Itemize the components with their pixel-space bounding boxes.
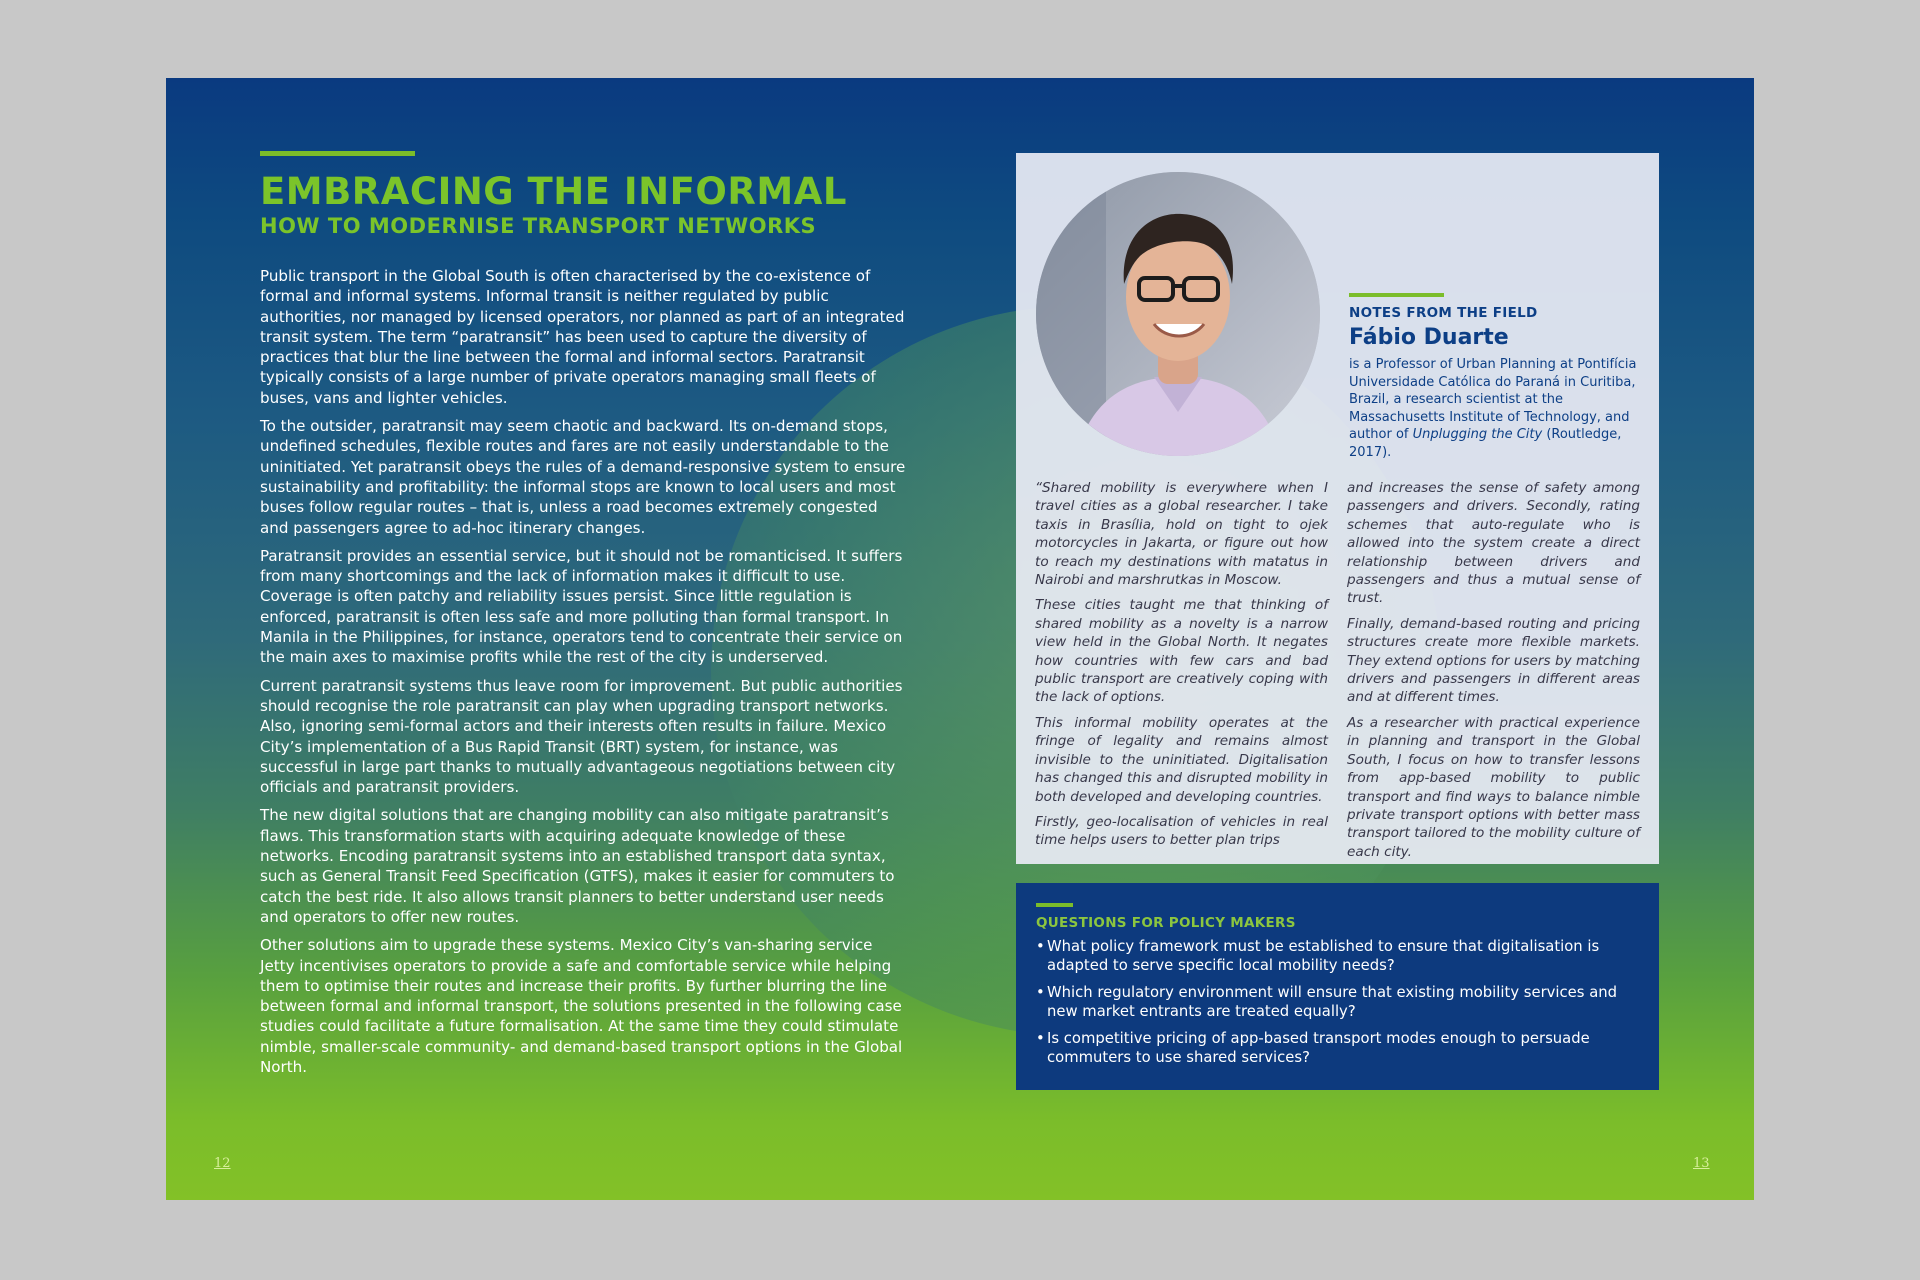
question-item: • Which regulatory environment will ensure that existing mobility services and new market entrants are treated equally? xyxy=(1036,983,1636,1022)
article-body xyxy=(260,266,910,1085)
quote-paragraph: These cities taught me that thinking of shared mobility as a novelty is a narrow view held in the Global North. It negates how countries with few cars and bad public transport are creatively coping with the lack of options. xyxy=(1035,597,1328,706)
author-name: Fábio Duarte xyxy=(1349,325,1509,350)
questions-accent-bar xyxy=(1036,903,1073,907)
quote-paragraph: This informal mobility operates at the fringe of legality and remains almost invisible to the uninitiated. Digitalisation has changed this and disrupted mobility in both developed and developing countries. xyxy=(1035,714,1328,805)
article-paragraph: Paratransit provides an essential service, but it should not be romanticised. It suffers from many shortcomings and the lack of information makes it difficult to use. Coverage is often patchy and reliability issues persist. Since little regulation is enforced, paratransit is often less safe and more polluting than formal transport. In Manila in the Philippines, for instance, operators tend to concentrate their service on the main axes to maximise profits while the rest of the city is underserved. xyxy=(260,546,903,667)
article-paragraph: The new digital solutions that are changing mobility can also mitigate paratransit’s flaws. This transformation starts with acquiring adequate knowledge of these networks. Encoding paratransit systems into an established transport data syntax, such as General Transit Feed Specification (GTFS), makes it easier for commuters to catch the best ride. It also allows transit planners to better understand user needs and operators to offer new routes. xyxy=(260,806,895,926)
article-paragraph: Public transport in the Global South is often characterised by the co-existence of formal and informal systems. Informal transit is neither regulated by public authorities, nor managed by licensed operators, nor planned as part of an integrated transit system. The term “paratransit” has been used to capture the diversity of practices that blur the line between the formal and informal sectors. Paratransit typically consists of a large number of private operators managing small fleets of buses, vans and lighter vehicles. xyxy=(260,267,905,407)
bio-text: is a Professor of Urban Planning at Pontifícia Universidade Católica do Paraná in Curitiba, Brazil, a research scientist at the Massachusetts Institute of Technology, and author of xyxy=(1349,357,1637,443)
quote-paragraph: “Shared mobility is everywhere when I travel cities as a global researcher. I take taxis in Brasília, hold on tight to ojek motorcycles in Jakarta, or figure out how to reach my destinations with matatus in Nairobi and marshrutkas in Moscow. xyxy=(1035,480,1328,589)
questions-list xyxy=(1036,937,1636,1074)
page-number-left: 12 xyxy=(214,1156,231,1171)
brochure-spread xyxy=(166,78,1754,1200)
question-item: • Is competitive pricing of app-based transport modes enough to persuade commuters to use shared services? xyxy=(1036,1029,1636,1068)
author-bio xyxy=(1349,356,1644,462)
quote-column-2 xyxy=(1347,479,1640,868)
book-title: Unplugging the City xyxy=(1412,427,1543,443)
quote-paragraph: Firstly, geo-localisation of vehicles in real time helps users to better plan trips xyxy=(1035,813,1328,849)
page-subtitle: HOW TO MODERNISE TRANSPORT NETWORKS xyxy=(260,214,817,238)
notes-label: NOTES FROM THE FIELD xyxy=(1349,305,1538,321)
quote-paragraph: As a researcher with practical experience in planning and transport in the Global South, I focus on how to transfer lessons from app-based mobility to public transport and find ways to balance nimble private transport options with better mass transport tailored to the mobility culture of each city. xyxy=(1347,714,1640,860)
bio-suffix: (Routledge, 2017). xyxy=(1349,427,1622,460)
page-number-right: 13 xyxy=(1693,1156,1710,1171)
page-title: EMBRACING THE INFORMAL xyxy=(260,170,847,213)
questions-panel xyxy=(1016,883,1659,1090)
article-paragraph: Other solutions aim to upgrade these systems. Mexico City’s van-sharing service Jetty incentivises operators to provide a safe and comfortable service while helping them to optimise their routes and increase their profits. By further blurring the line between formal and informal transport, the solutions presented in the following case studies could facilitate a future formalisation. At the same time they could stimulate nimble, smaller-scale community- and demand-based transport options in the Global North. xyxy=(260,936,903,1076)
article-paragraph: To the outsider, paratransit may seem chaotic and backward. Its on-demand stops, undefined schedules, flexible routes and fares are not easily understandable to the uninitiated. Yet paratransit obeys the rules of a demand-responsive system to ensure sustainability and profitability: the informal stops are known to local users and most buses follow regular routes – that is, unless a road becomes extremely congested and passengers agree to ad-hoc itinerary changes. xyxy=(260,417,906,537)
notes-accent-bar xyxy=(1349,293,1444,297)
article-paragraph: Current paratransit systems thus leave room for improvement. But public authorities should recognise the role paratransit can play when upgrading transport networks. Also, ignoring semi-formal actors and their interests often results in failure. Mexico City’s implementation of a Bus Rapid Transit (BRT) system, for instance, was successful in large part thanks to mutually advantageous negotiations between city officials and paratransit providers. xyxy=(260,676,903,797)
title-accent-bar xyxy=(260,151,415,156)
portrait-photo xyxy=(1036,172,1320,456)
quote-paragraph: Finally, demand-based routing and pricing structures create more flexible markets. They extend options for users by matching drivers and passengers in different areas and at different times. xyxy=(1347,615,1640,706)
portrait-illustration xyxy=(1036,172,1320,456)
quote-column-1 xyxy=(1035,479,1328,857)
question-item: • What policy framework must be established to ensure that digitalisation is adapted to serve specific local mobility needs? xyxy=(1036,937,1636,976)
questions-title: QUESTIONS FOR POLICY MAKERS xyxy=(1036,915,1296,931)
notes-panel xyxy=(1016,153,1659,864)
quote-paragraph: and increases the sense of safety among passengers and drivers. Secondly, rating schemes that auto-regulate who is allowed into the system create a direct relationship between drivers and passengers and thus a mutual sense of trust. xyxy=(1347,480,1640,607)
